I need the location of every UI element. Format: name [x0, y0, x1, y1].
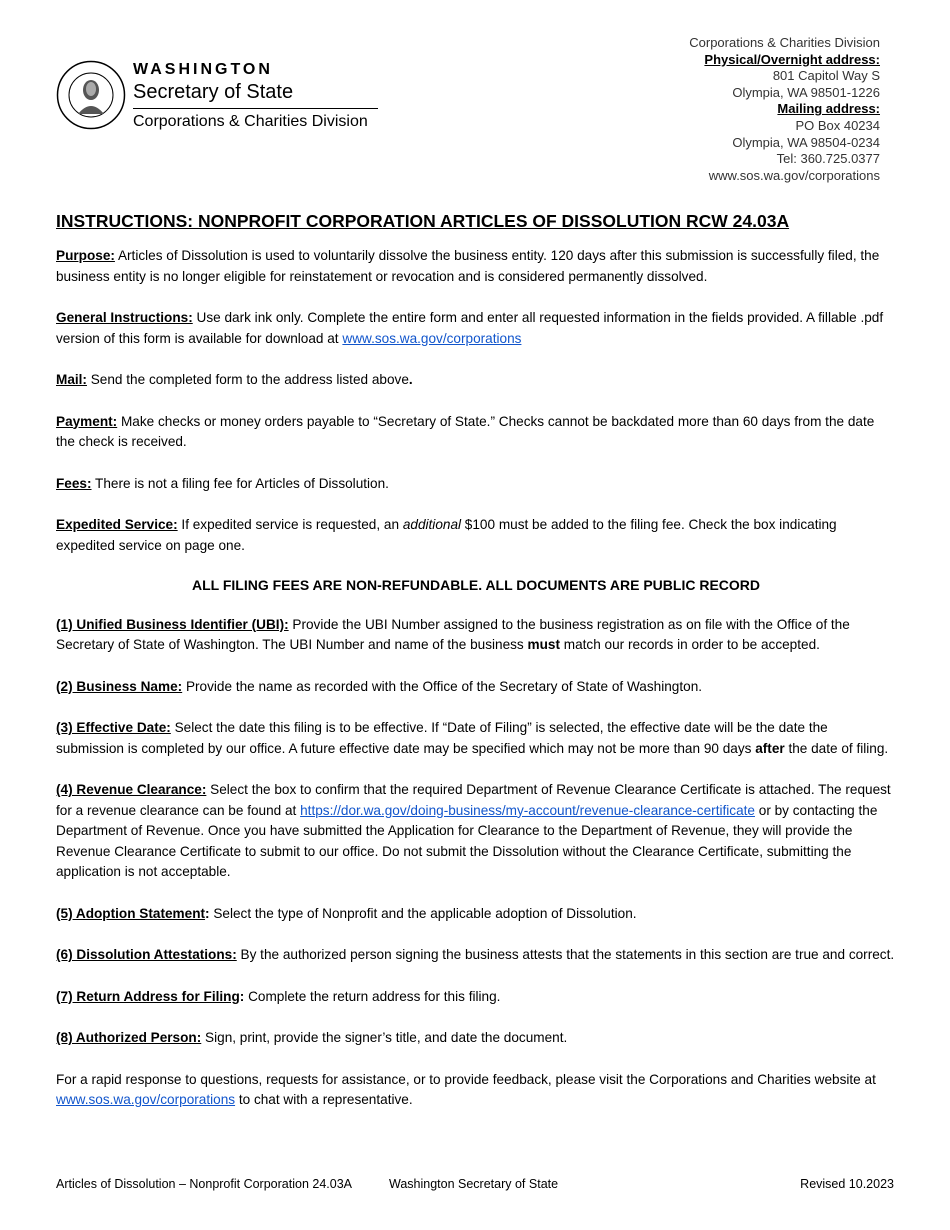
physical-address-label: Physical/Overnight address: — [704, 51, 880, 67]
instructions-body — [56, 210, 896, 1132]
business-name-text: Provide the name as recorded with the Office of the Secretary of State of Washington. — [182, 678, 703, 694]
closing-text-1: For a rapid response to questions, requests for assistance, or to provide feedback, please visit the Corporations and Charities website at — [56, 1071, 876, 1087]
general-instructions-section — [56, 308, 896, 349]
return-address-text: Complete the return address for this filing. — [244, 988, 501, 1004]
non-refundable-notice: ALL FILING FEES ARE NON-REFUNDABLE. ALL DOCUMENTS ARE PUBLIC RECORD — [191, 577, 761, 593]
general-instructions-label: General Instructions: — [56, 310, 193, 325]
effective-date-section — [56, 718, 896, 759]
purpose-text: Articles of Dissolution is used to voluntarily dissolve the business entity. 120 days after this submission is successfully filed, the business entity is no longer eligible for reinstatement or revocation and is considered permanently dissolved. — [56, 248, 880, 284]
closing-text-2: to chat with a representative. — [235, 1092, 413, 1107]
return-address-label: (7) Return Address for Filing — [56, 988, 240, 1004]
closing-paragraph — [56, 1070, 896, 1111]
adoption-statement-section — [56, 904, 896, 925]
fees-section — [56, 474, 896, 495]
dor-clearance-link[interactable]: https://dor.wa.gov/doing-business/my-account/revenue-clearance-certificate — [300, 802, 755, 818]
address-division: Corporations & Charities Division — [689, 35, 880, 50]
sos-corporations-link[interactable]: www.sos.wa.gov/corporations — [342, 330, 522, 346]
revenue-clearance-text-1: Select the box to confirm that the required Department of Revenue Clearance Certificate is attached. The request for a revenue clearance can be found at — [56, 782, 891, 818]
adoption-statement-colon: : — [205, 905, 210, 921]
purpose-label: Purpose: — [56, 248, 115, 263]
state-seal-icon — [56, 60, 126, 130]
expedited-text-2: $100 must be added to the filing fee. Check the box indicating expedited service on page one. — [56, 517, 837, 553]
mail-period: . — [408, 372, 413, 387]
authorized-person-text: Sign, print, provide the signer’s title, and date the document. — [201, 1030, 568, 1045]
page-title: INSTRUCTIONS: NONPROFIT CORPORATION ARTICLES OF DISSOLUTION RCW 24.03A — [56, 211, 790, 231]
physical-address-line1: 801 Capitol Way S — [772, 68, 880, 84]
purpose-section — [56, 246, 896, 287]
payment-section — [56, 412, 896, 453]
return-address-colon: : — [239, 988, 245, 1004]
ubi-text-1: Provide the UBI Number assigned to the business registration as on file with the Office of the Secretary of State of Washington. The UBI Number and name of the business — [56, 616, 850, 652]
revenue-clearance-label: (4) Revenue Clearance: — [56, 782, 207, 797]
revenue-clearance-section — [56, 780, 896, 883]
ubi-label: (1) Unified Business Identifier (UBI): — [56, 616, 289, 632]
footer-agency: Washington Secretary of State — [389, 1177, 559, 1191]
footer-form-name: Articles of Dissolution – Nonprofit Corporation 24.03A — [56, 1177, 352, 1191]
payment-label: Payment: — [56, 413, 118, 429]
mail-text: Send the completed form to the address listed above — [86, 372, 409, 387]
authorized-person-section — [56, 1028, 896, 1049]
expedited-text-1: If expedited service is requested, an — [177, 517, 403, 532]
effective-date-text-2: the date of filing. — [784, 740, 889, 756]
mail-section — [56, 370, 896, 391]
mailing-address-line1: PO Box 40234 — [795, 117, 880, 133]
page-footer — [56, 1177, 894, 1191]
adoption-statement-label: (5) Adoption Statement — [56, 905, 206, 921]
revenue-clearance-text-2: or by contacting the Department of Revenue. Once you have submitted the Application for Clearance to the Department of Revenue, they will provide the Revenue Clearance Certificate to submit to our office. Do not submit the Dissolution without the Clearance Certificate, submitting the application is not acceptable. — [56, 802, 878, 879]
business-name-section — [56, 677, 896, 698]
page-header — [0, 0, 950, 185]
authorized-person-label: (8) Authorized Person: — [56, 1030, 202, 1045]
dissolution-attestations-label: (6) Dissolution Attestations: — [56, 947, 237, 962]
expedited-service-label: Expedited Service: — [56, 517, 178, 532]
website: www.sos.wa.gov/corporations — [708, 167, 880, 183]
logo-washington: WASHINGTON — [133, 61, 273, 78]
fees-text: There is not a filing fee for Articles of Dissolution. — [91, 475, 389, 491]
ubi-section — [56, 615, 896, 656]
ubi-must: must — [527, 637, 560, 652]
phone-number: Tel: 360.725.0377 — [776, 151, 880, 167]
expedited-additional: additional — [402, 517, 462, 532]
mailing-address-label: Mailing address: — [777, 101, 880, 117]
payment-text: Make checks or money orders payable to “Secretary of State.” Checks cannot be backdated more than 60 days from the date the check is received. — [56, 413, 875, 449]
footer-revision: Revised 10.2023 — [800, 1177, 894, 1191]
return-address-section — [56, 987, 896, 1008]
closing-sos-link[interactable]: www.sos.wa.gov/corporations — [56, 1092, 236, 1107]
business-name-label: (2) Business Name: — [56, 678, 183, 694]
ubi-text-2: match our records in order to be accepted. — [559, 637, 820, 652]
effective-date-label: (3) Effective Date: — [56, 720, 171, 735]
mail-label: Mail: — [56, 372, 87, 387]
dissolution-attestations-text: By the authorized person signing the business attests that the statements in this section are true and correct. — [236, 947, 895, 962]
logo-secretary-of-state: Secretary of State — [133, 81, 294, 103]
dissolution-attestations-section — [56, 945, 896, 966]
logo-divider — [133, 108, 378, 109]
physical-address-line2: Olympia, WA 98501-1226 — [732, 84, 880, 100]
effective-date-text-1: Select the date this filing is to be effective. If “Date of Filing” is selected, the effective date will be the date the submission is completed by our office. A future effective date may be specified which may not be more than 90 days — [56, 720, 828, 756]
address-block — [689, 35, 880, 184]
fees-label: Fees: — [56, 475, 92, 491]
effective-date-after: after — [755, 740, 785, 756]
mailing-address-line2: Olympia, WA 98504-0234 — [732, 134, 880, 150]
adoption-statement-text: Select the type of Nonprofit and the applicable adoption of Dissolution. — [209, 905, 637, 921]
sos-logo — [133, 60, 378, 132]
general-instructions-text: Use dark ink only. Complete the entire form and enter all requested information in the fields provided. A fillable .pdf version of this form is available for download at — [56, 310, 884, 346]
logo-division: Corporations & Charities Division — [133, 113, 368, 130]
expedited-service-section — [56, 515, 896, 556]
